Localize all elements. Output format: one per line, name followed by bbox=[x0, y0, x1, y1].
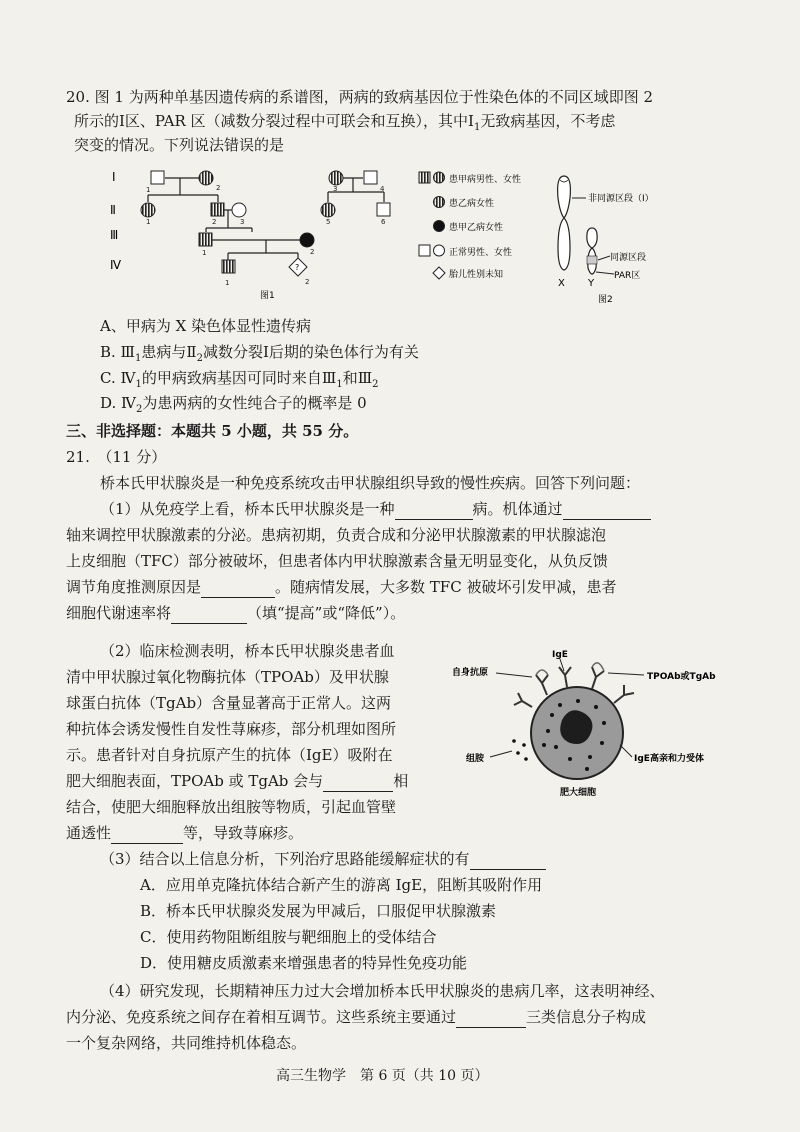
fig1-caption: 图1 bbox=[260, 291, 275, 301]
fig2-caption: 图2 bbox=[598, 295, 613, 305]
answer-blank-7[interactable] bbox=[470, 853, 546, 870]
label-tpoab: TPOAb或TgAb bbox=[647, 672, 716, 682]
fig2-homo: 同源区段 bbox=[610, 253, 647, 263]
q20-option-a: A、甲病为 X 染色体显性遗传病 bbox=[100, 317, 312, 335]
q21-p2-line6: 肥大细胞表面，TPOAb 或 TgAb 会与 相 bbox=[66, 772, 409, 790]
svg-text:2: 2 bbox=[212, 218, 217, 226]
q21-p1-line2: 轴来调控甲状腺激素的分泌。患病初期，负责合成和分泌甲状腺激素的甲状腺滤泡 bbox=[66, 526, 607, 544]
svg-text:3: 3 bbox=[333, 185, 338, 193]
svg-text:?: ? bbox=[295, 263, 300, 272]
answer-blank-6[interactable] bbox=[111, 827, 183, 844]
q21-p2-line8: 通透性 等，导致荨麻疹。 bbox=[66, 824, 304, 842]
q20-line3: 突变的情况。下列说法错误的是 bbox=[74, 136, 285, 154]
gen-label-3: Ⅲ bbox=[110, 228, 119, 242]
mast-cell-figure bbox=[452, 635, 757, 805]
q21-p2-line7: 结合，使肥大细胞释放出组胺等物质，引起血管壁 bbox=[66, 798, 397, 816]
svg-text:2: 2 bbox=[216, 184, 221, 192]
label-ige: IgE bbox=[552, 650, 568, 660]
q21-p4-line3: 一个复杂网络，共同维持机体稳态。 bbox=[66, 1034, 307, 1052]
legend-fetus: 胎儿性别未知 bbox=[449, 270, 504, 280]
answer-blank-4[interactable] bbox=[171, 607, 247, 624]
q21-header: 21. （11 分） bbox=[66, 448, 167, 466]
fig2-x: X bbox=[558, 278, 565, 289]
q21-p2-line5: 示。患者针对自身抗原产生的抗体（IgE）吸附在 bbox=[66, 746, 393, 764]
q21-p3-option-d: D．使用糖皮质激素来增强患者的特异性免疫功能 bbox=[140, 954, 468, 972]
gen-label-4: Ⅳ bbox=[110, 258, 122, 272]
legend-ab: 患甲乙病女性 bbox=[449, 223, 504, 233]
gen-label-1: Ⅰ bbox=[112, 170, 116, 184]
q20-option-b: B. $Ⅲ_1$患病与$Ⅱ_2$减数分裂Ⅰ后期的染色体行为有关 bbox=[100, 343, 419, 364]
label-self-antigen: 自身抗原 bbox=[452, 668, 489, 678]
q21-p2-line4: 种抗体会诱发慢性自发性荨麻疹，部分机理如图所 bbox=[66, 720, 397, 738]
q21-p1-line4: 调节角度推测原因是 。随病情发展，大多数 TFC 被破坏引发甲减，患者 bbox=[66, 578, 617, 596]
answer-blank-5[interactable] bbox=[323, 775, 393, 792]
svg-text:2: 2 bbox=[310, 248, 315, 256]
released-histamine bbox=[512, 739, 528, 761]
svg-text:1: 1 bbox=[202, 249, 207, 257]
svg-text:6: 6 bbox=[381, 218, 386, 226]
page-footer: 高三生物学 第 6 页（共 10 页） bbox=[276, 1068, 489, 1084]
section-3-heading: 三、非选择题：本题共 5 小题，共 55 分。 bbox=[66, 422, 359, 440]
fig2-par: PAR区 bbox=[614, 271, 641, 281]
q21-p1-line5: 细胞代谢速率将 （填“提高”或“降低”）。 bbox=[66, 604, 406, 622]
q21-p1-line1: （1）从免疫学上看，桥本氏甲状腺炎是一种 病。机体通过 bbox=[100, 498, 651, 520]
q21-p2-line2: 清中甲状腺过氧化物酶抗体（TPOAb）及甲状腺 bbox=[66, 668, 389, 686]
fig2-y: Y bbox=[588, 278, 595, 289]
q21-p2-line3: 球蛋白抗体（TgAb）含量显著高于正常人。这两 bbox=[66, 694, 392, 712]
label-receptor: IgE高亲和力受体 bbox=[634, 754, 704, 764]
answer-blank-8[interactable] bbox=[456, 1011, 526, 1028]
answer-blank-2[interactable] bbox=[563, 503, 651, 520]
q21-p3: （3）结合以上信息分析，下列治疗思路能缓解症状的有 bbox=[100, 848, 546, 870]
legend-normal: 正常男性、女性 bbox=[449, 248, 513, 258]
q20-line1: 20. 图 1 为两种单基因遗传病的系谱图，两病的致病基因位于性染色体的不同区域即图 2 bbox=[66, 88, 654, 106]
fig2-nonhomo: 非同源区段（Ⅰ） bbox=[588, 194, 654, 204]
pedigree-figure bbox=[100, 160, 410, 305]
q21-p3-option-c: C．使用药物阻断组胺与靶细胞上的受体结合 bbox=[140, 928, 437, 946]
svg-text:1: 1 bbox=[146, 186, 151, 194]
q21-p4-line2: 内分泌、免疫系统之间存在着相互调节。这些系统主要通过 三类信息分子构成 bbox=[66, 1008, 647, 1026]
svg-text:3: 3 bbox=[240, 218, 245, 226]
legend-a: 患甲病男性、女性 bbox=[449, 175, 522, 185]
q20-option-d: D. $Ⅳ_2$为患两病的女性纯合子的概率是 0 bbox=[100, 394, 367, 415]
q21-p4-line1: （4）研究发现，长期精神压力过大会增加桥本氏甲状腺炎的患病几率，这表明神经、 bbox=[100, 982, 665, 1000]
label-histamine: 组胺 bbox=[466, 754, 485, 764]
answer-blank-1[interactable] bbox=[395, 503, 473, 520]
svg-text:4: 4 bbox=[380, 185, 385, 193]
q21-p1-line3: 上皮细胞（TFC）部分被破坏，但患者体内甲状腺激素含量无明显变化，从负反馈 bbox=[66, 552, 608, 570]
legend-b: 患乙病女性 bbox=[449, 199, 495, 209]
q20-line2: 所示的Ⅰ区、PAR 区（减数分裂过程中可联会和互换），其中$Ⅰ_1$无致病基因，不考虑 bbox=[74, 112, 616, 133]
answer-blank-3[interactable] bbox=[201, 581, 275, 598]
svg-text:2: 2 bbox=[305, 278, 310, 286]
q20-option-c: C. $Ⅳ_1$的甲病致病基因可同时来自$Ⅲ_1$和$Ⅲ_2$ bbox=[100, 369, 379, 390]
q21-p2-line1: （2）临床检测表明，桥本氏甲状腺炎患者血 bbox=[100, 642, 395, 660]
svg-text:1: 1 bbox=[146, 218, 151, 226]
q21-p3-option-a: A．应用单克隆抗体结合新产生的游离 IgE，阻断其吸附作用 bbox=[140, 876, 543, 894]
q21-intro: 桥本氏甲状腺炎是一种免疫系统攻击甲状腺组织导致的慢性疾病。回答下列问题： bbox=[100, 474, 641, 492]
label-mast-cell: 肥大细胞 bbox=[560, 788, 597, 798]
svg-text:5: 5 bbox=[326, 218, 331, 226]
q21-p3-option-b: B．桥本氏甲状腺炎发展为甲减后，口服促甲状腺激素 bbox=[140, 902, 497, 920]
pedigree-legend bbox=[415, 168, 555, 288]
chromosome-figure bbox=[552, 168, 692, 308]
gen-label-2: Ⅱ bbox=[110, 203, 116, 217]
svg-text:1: 1 bbox=[225, 279, 230, 287]
